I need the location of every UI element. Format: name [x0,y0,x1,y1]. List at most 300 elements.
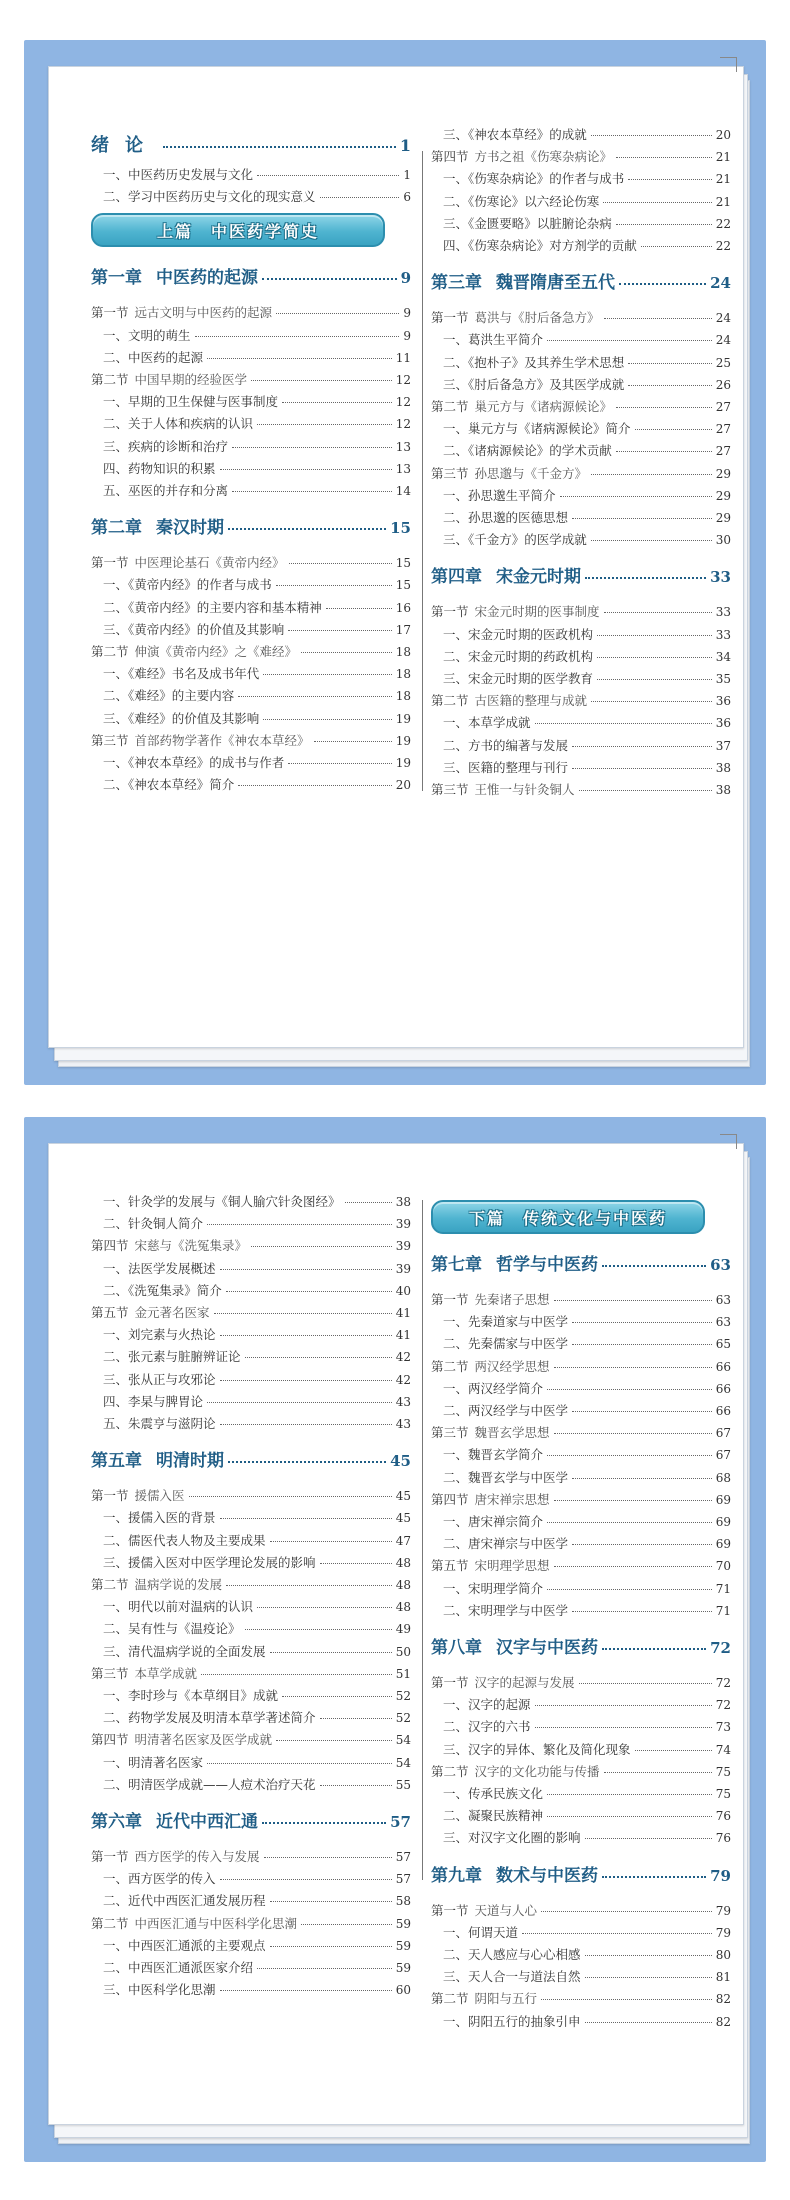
toc-item [91,686,411,704]
toc-section [91,303,411,321]
dot-leader [207,358,392,359]
toc-entry-title: 阴阳与五行 [474,1991,538,2007]
page-number: 55 [395,1777,411,1792]
toc-section [431,1901,731,1919]
toc-item [431,353,731,371]
toc-entry-title: 二、近代中西医汇通发展历程 [103,1893,266,1909]
dot-leader [220,1380,392,1381]
toc-entry-title: 一、葛洪生平简介 [443,332,544,348]
page-number: 69 [715,1492,731,1507]
page-number: 57 [395,1850,411,1864]
section-number: 第三节 [431,1425,469,1441]
dot-leader [547,1455,712,1456]
toc-item [91,1597,411,1615]
dot-leader [289,563,392,564]
toc-item [431,1717,731,1735]
page-number: 22 [715,216,731,231]
page-number: 45 [395,1511,411,1526]
toc-item [431,713,731,731]
toc-item [91,481,411,499]
dot-leader [270,1541,392,1542]
page-number: 57 [395,1872,411,1887]
toc-entry-title: 秦汉时期 [156,518,224,539]
toc-item [431,169,731,187]
dot-leader [320,1563,392,1564]
toc-entry-title: 宋金元时期的医事制度 [474,604,600,620]
dot-leader [535,1727,712,1728]
page-number: 12 [395,395,411,410]
toc-entry-title: 一、汉字的起源 [443,1697,531,1713]
toc-entry-title: 两汉经学思想 [474,1358,550,1374]
dot-leader [263,719,391,720]
toc-section [431,464,731,482]
toc-section [431,1989,731,2007]
part-banner [431,1200,705,1234]
page-number: 11 [395,350,411,365]
toc-item [431,125,731,143]
section-number: 第四节 [91,1732,129,1748]
page-number: 19 [395,733,411,748]
toc-entry-title: 明清著名医家及医学成就 [134,1732,273,1748]
chapter-number: 第九章 [431,1865,482,1886]
dot-leader [220,1518,392,1519]
section-number: 第二节 [91,1577,129,1592]
page-number: 18 [395,689,411,704]
toc-entry-title: 二、宋金元时期的药政机构 [443,648,594,664]
dot-leader [572,1322,712,1323]
toc-item [91,753,411,771]
dot-leader [220,1424,392,1425]
section-number: 第二节 [431,1358,469,1374]
toc-entry-title: 三、汉字的异体、繁化及简化现象 [443,1741,631,1757]
toc-entry-title: 三、张从正与攻邪论 [103,1371,216,1387]
toc-entry-title: 二、《难经》的主要内容 [103,688,235,704]
dot-leader [628,385,711,386]
dot-leader [207,1402,392,1403]
toc-entry-title: 一、《黄帝内经》的作者与成书 [103,577,272,593]
toc-entry-title: 二、明清医学成就——人痘术治疗天花 [103,1776,316,1792]
toc-entry-title: 二、针灸铜人简介 [103,1216,204,1232]
toc-panel-1 [24,40,766,1085]
toc-item [91,575,411,593]
page-stack [48,1143,752,2143]
part-banner-label: 上篇 中医药学简史 [156,221,319,241]
toc-entry-title: 一、刘完素与火热论 [103,1327,216,1343]
toc-chapter [431,268,731,293]
page-number: 69 [715,1537,731,1552]
dot-leader [591,701,712,702]
page-number: 67 [715,1448,731,1463]
toc-section [91,1236,411,1254]
page-number: 82 [715,2014,731,2029]
toc-entry-title: 汉字的文化功能与传播 [474,1763,600,1779]
toc-entry-title: 葛洪与《肘后备急方》 [474,310,600,326]
dot-leader [238,785,391,786]
toc-entry-title: 二、关于人体和疾病的认识 [103,416,254,432]
chapter-number: 第一章 [91,268,142,289]
page-number: 50 [395,1644,411,1659]
page-number: 33 [710,568,731,587]
dot-leader [314,741,392,742]
toc-item [431,236,731,254]
page-stack [48,66,752,1066]
toc-entry-title: 宋金元时期 [496,567,581,588]
toc-item [91,1958,411,1976]
toc-item [91,1869,411,1887]
dot-leader [288,763,391,764]
toc-section [91,1486,411,1504]
toc-entry-title: 一、法医学发展概述 [103,1260,216,1276]
page-number: 52 [395,1689,411,1703]
toc-entry-title: 一、两汉经学简介 [443,1380,544,1396]
dot-leader [585,577,706,579]
toc-entry-title: 一、何谓天道 [443,1924,519,1940]
page-number: 48 [395,1578,411,1592]
toc-section [431,1762,731,1780]
toc-item [91,459,411,477]
toc-entry-title: 汉字的起源与发展 [474,1675,575,1690]
toc-chapter [91,263,411,288]
toc-entry-title: 汉字与中医药 [496,1638,598,1658]
toc-section [431,147,731,165]
toc-entry-title: 四、李杲与脾胃论 [103,1393,204,1409]
toc-item [431,1923,731,1941]
toc-item [431,1967,731,1985]
toc-entry-title: 二、两汉经学与中医学 [443,1403,569,1418]
toc-entry-title: 二、张元素与脏腑辨证论 [103,1349,241,1365]
dot-leader [220,1335,392,1336]
toc-item [431,1512,731,1530]
chapter-number: 第六章 [91,1812,142,1832]
toc-entry-title: 一、早期的卫生保健与医事制度 [103,394,279,410]
toc-item [91,1686,411,1704]
toc-item [431,508,731,526]
toc-item [431,330,731,348]
page-number: 54 [395,1755,411,1770]
toc-entry-title: 二、《伤寒论》以六经论伤寒 [443,193,600,209]
toc-entry-title: 三、宋金元时期的医学教育 [443,671,594,686]
page-number: 79 [710,1866,731,1885]
toc-item [431,1401,731,1419]
toc-chapter [431,1861,731,1886]
toc-entry-title: 三、援儒入医对中医学理论发展的影响 [103,1554,316,1570]
toc-entry-title: 数术与中医药 [496,1865,598,1886]
chapter-number: 第八章 [431,1638,482,1658]
page-number: 6 [403,190,411,205]
toc-entry-title: 二、《黄帝内经》的主要内容和基本精神 [103,599,322,615]
dot-leader [257,175,399,176]
toc-item [431,2012,731,2030]
page-number: 26 [715,377,731,392]
page-number: 22 [715,239,731,253]
page-number: 60 [395,1983,411,1998]
dot-leader [554,1433,712,1434]
toc-item [431,758,731,776]
page-number: 13 [395,439,411,454]
toc-panel-2 [24,1117,766,2162]
toc-entry-title: 三、《千金方》的医学成就 [443,532,587,548]
toc-item [91,437,411,455]
toc-item [431,1468,731,1486]
toc-item [91,1553,411,1571]
page-number: 43 [395,1417,411,1431]
toc-section [431,780,731,798]
dot-leader [547,1589,712,1590]
dot-leader [251,1246,392,1247]
page-number: 42 [395,1350,411,1365]
toc-item [431,625,731,643]
toc-entry-title: 王惟一与针灸铜人 [474,782,575,797]
toc-section [431,691,731,709]
toc-item [91,1980,411,1998]
toc-item [431,214,731,232]
dot-leader [301,652,392,653]
page-number: 19 [395,711,411,726]
page-number: 14 [395,484,411,498]
toc-item [91,1531,411,1549]
toc-entry-title: 伸演《黄帝内经》之《难经》 [134,644,298,659]
dot-leader [635,429,712,430]
toc-entry-title: 古医籍的整理与成就 [474,693,588,709]
page-number: 68 [715,1470,731,1485]
toc-section [431,1556,731,1574]
page-number: 65 [715,1337,731,1352]
dot-leader [232,491,392,492]
page-number: 12 [395,417,411,432]
page-number: 18 [395,667,411,682]
toc-item [91,414,411,432]
part-banner [91,213,385,247]
toc-entry-title: 二、汉字的六书 [443,1719,531,1735]
dot-leader [585,2022,712,2023]
dot-leader [572,1478,712,1479]
dot-leader [641,246,712,247]
page-number: 66 [715,1404,731,1418]
chapter-number: 第四章 [431,567,482,588]
toc-entry-title: 一、《伤寒杂病论》的作者与成书 [443,171,625,187]
toc-item [91,326,411,344]
dot-leader [541,1999,712,2000]
toc-item [431,530,731,548]
dot-leader [535,723,712,724]
dot-leader [270,1652,392,1653]
page-number: 36 [715,694,731,709]
dot-leader [220,1879,392,1880]
toc-item [91,1347,411,1365]
dot-leader [572,1411,712,1412]
section-number: 第一节 [431,1675,469,1690]
toc-entry-title: 一、《难经》书名及成书年代 [103,666,260,682]
page-number: 9 [403,328,411,343]
page-number: 1 [399,136,411,155]
toc-item [431,1828,731,1846]
toc-entry-title: 一、中医药历史发展与文化 [103,167,254,182]
toc-entry-title: 五、巫医的并存和分离 [103,483,229,498]
page-number: 38 [715,783,731,797]
toc-item [431,419,731,437]
dot-leader [547,1816,712,1817]
toc-item [431,375,731,393]
page-number: 33 [715,605,731,620]
dot-leader [535,1705,712,1706]
toc-entry-title: 一、魏晋玄学简介 [443,1447,544,1463]
toc-section [431,397,731,415]
toc-section [91,642,411,660]
page-number: 25 [715,355,731,370]
page-number: 24 [710,274,731,293]
toc-entry-title: 一、传承民族文化 [443,1786,544,1801]
page-number: 79 [715,1925,731,1940]
dot-leader [572,746,712,747]
dot-leader [228,1461,386,1463]
toc-entry-title: 天道与人心 [474,1902,538,1918]
page-number: 18 [395,645,411,659]
dot-leader [616,224,712,225]
toc-entry-title: 五、朱震亨与滋阴论 [103,1416,216,1431]
dot-leader [616,451,712,452]
toc-item [91,392,411,410]
toc-section [431,1290,731,1308]
toc-chapter [91,1807,411,1832]
dot-leader [263,674,391,675]
page-number: 15 [395,556,411,571]
page-number: 66 [715,1381,731,1396]
page-number: 76 [715,1809,731,1824]
toc-entry-title: 温病学说的发展 [134,1577,223,1592]
toc-section [91,370,411,388]
page-number: 34 [715,649,731,664]
dot-leader [635,1750,712,1751]
page-number: 21 [715,150,731,165]
toc-item [91,1325,411,1343]
dot-leader [547,1522,712,1523]
toc-section [91,731,411,749]
toc-entry-title: 二、《神农本草经》简介 [103,777,235,793]
section-number: 第二节 [431,1991,469,2007]
toc-entry-title: 二、先秦儒家与中医学 [443,1336,569,1352]
toc-entry-title: 一、唐宋禅宗简介 [443,1514,544,1529]
dot-leader [547,1389,712,1390]
dot-leader [251,380,392,381]
page-number: 41 [395,1306,411,1320]
toc-section [91,1303,411,1321]
chapter-number: 第二章 [91,518,142,539]
page-number: 73 [715,1720,731,1735]
toc-entry-title: 方书之祖《伤寒杂病论》 [474,149,613,165]
section-number: 第三节 [431,782,469,797]
page-number: 75 [715,1764,731,1779]
toc-entry-title: 绪论 [91,135,159,156]
toc-entry-title: 二、《抱朴子》及其养生学术思想 [443,354,625,370]
dot-leader [228,528,386,530]
section-number: 第一节 [91,1849,129,1864]
page-number: 79 [715,1903,731,1918]
toc-entry-title: 二、中医药的起源 [103,349,204,365]
toc-section [91,1575,411,1593]
page-number: 81 [715,1970,731,1985]
page-number: 38 [395,1195,411,1209]
toc-entry-title: 三、清代温病学说的全面发展 [103,1643,266,1659]
toc-item [431,192,731,210]
toc-item [91,1414,411,1432]
page-number: 43 [395,1394,411,1409]
dot-leader [547,340,712,341]
toc-entry-title: 四、药物知识的积累 [103,460,216,476]
dot-leader [597,679,712,680]
dot-leader [238,696,391,697]
toc-entry-title: 一、援儒入医的背景 [103,1510,216,1526]
page-number: 27 [715,444,731,459]
toc-section [91,553,411,571]
dot-leader [245,1629,392,1630]
toc-item [91,1508,411,1526]
dot-leader [276,1740,392,1741]
toc-entry-title: 哲学与中医药 [496,1255,598,1275]
toc-item [431,1601,731,1619]
toc-item [91,348,411,366]
page-number: 20 [715,128,731,142]
chapter-number: 第三章 [431,273,482,294]
section-number: 第三节 [91,1665,129,1681]
dot-leader [189,1496,392,1497]
page-number: 13 [395,461,411,476]
toc-item [91,1642,411,1660]
page-number: 39 [395,1217,411,1232]
section-number: 第一节 [431,310,469,326]
page-number: 17 [395,622,411,637]
dot-leader [604,318,712,319]
page-number: 47 [395,1533,411,1548]
dot-leader [195,336,400,337]
toc-item [91,1619,411,1637]
toc-entry-title: 一、宋金元时期的医政机构 [443,626,594,642]
toc-item [431,1740,731,1758]
toc-entry-title: 二、方书的编著与发展 [443,737,569,753]
toc-item [431,1695,731,1713]
dot-leader [591,540,712,541]
dot-leader [226,1585,392,1586]
page-number: 30 [715,533,731,548]
page-number: 19 [395,756,411,770]
section-number: 第二节 [431,693,469,709]
page-number: 29 [715,488,731,503]
page-number: 24 [715,333,731,348]
dot-leader [572,518,712,519]
toc-entry-title: 二、吴有性与《温疫论》 [103,1621,241,1637]
section-number: 第四节 [91,1238,129,1254]
toc-item [431,1312,731,1330]
toc-entry-title: 金元著名医家 [134,1305,210,1320]
toc-chapter [431,1250,731,1275]
toc-entry-title: 二、《诸病源候论》的学术贡献 [443,443,612,459]
toc-entry-title: 一、先秦道家与中医学 [443,1314,569,1330]
section-number: 第三节 [431,465,469,481]
toc-section [431,1673,731,1691]
dot-leader [597,657,712,658]
dot-leader [326,608,392,609]
dot-leader [276,585,392,586]
page-number: 72 [710,1639,731,1657]
toc-item [91,709,411,727]
page-number: 36 [715,716,731,731]
page-number: 74 [715,1742,731,1757]
page-number: 16 [395,600,411,615]
page-number: 9 [403,306,411,321]
page-number: 15 [395,578,411,593]
dot-leader [616,407,712,408]
page-number: 1 [403,168,411,182]
toc-intro [91,131,411,157]
